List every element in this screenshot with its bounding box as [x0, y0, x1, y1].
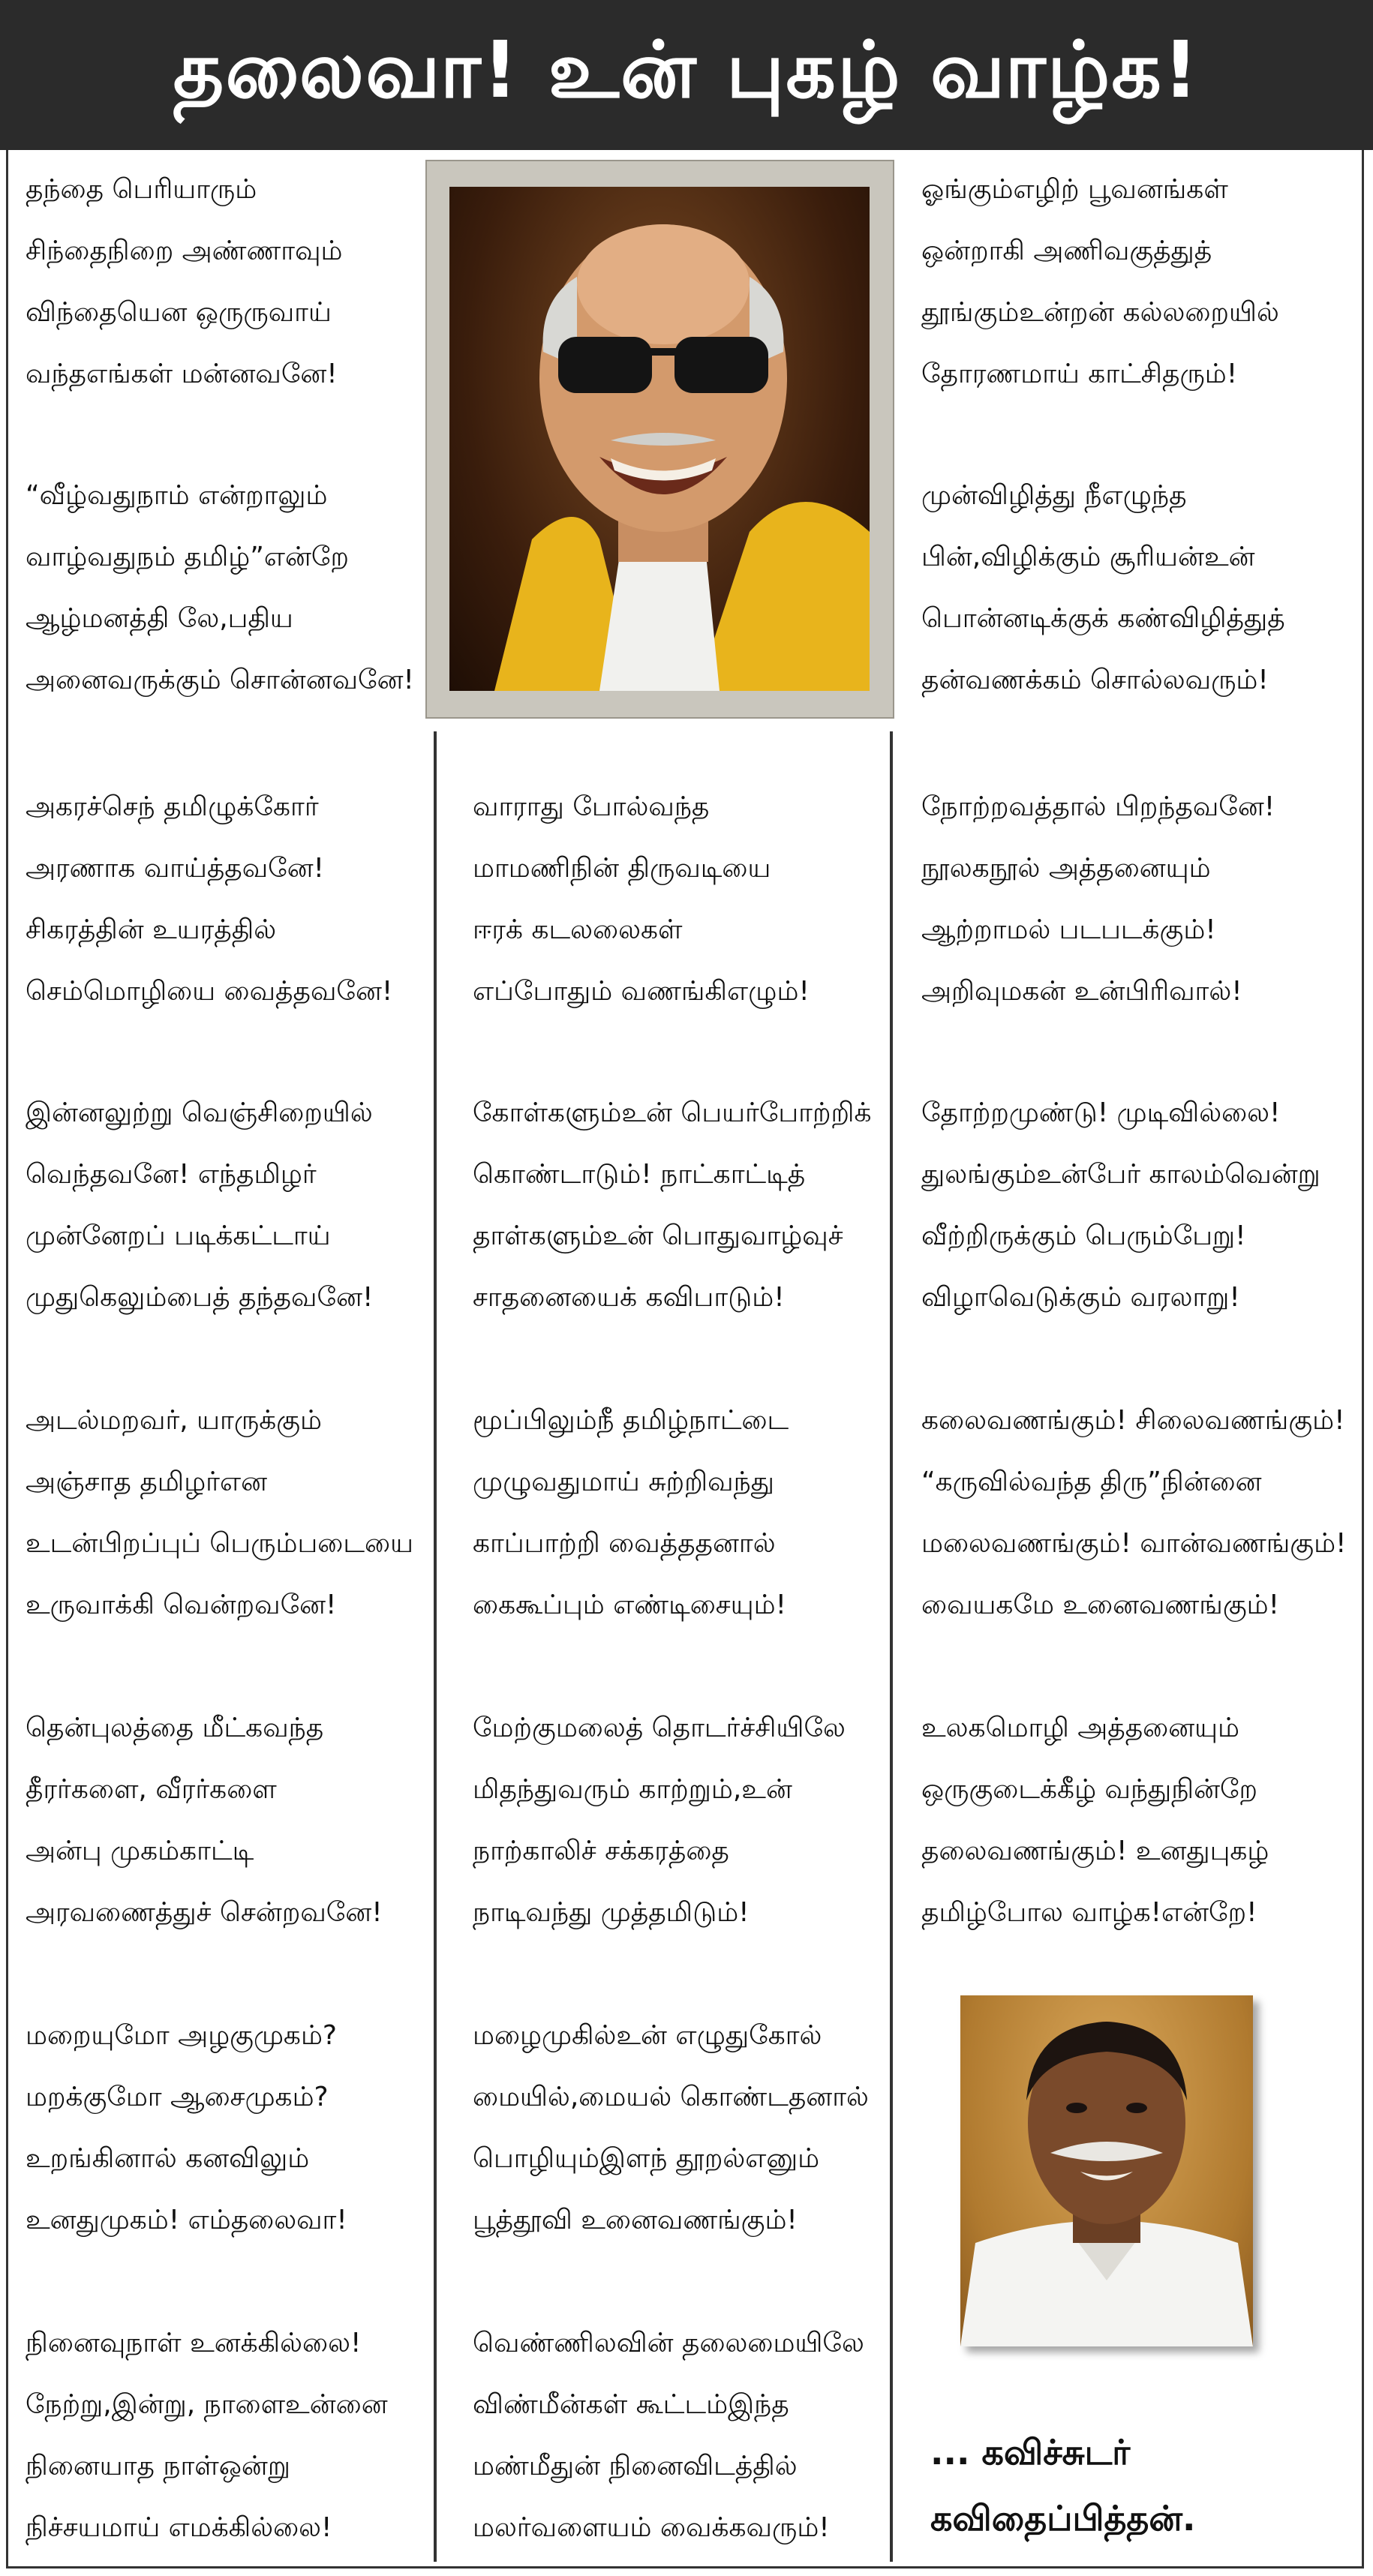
stanza-right-1 [921, 159, 1356, 405]
poem-line: உனதுமுகம்! எம்தலைவா! [26, 2205, 347, 2235]
poem-line: “வீழ்வதுநாம் என்றாலும் [26, 480, 328, 511]
stanza-left-3 [26, 776, 431, 1022]
stanza-left-4 [26, 1082, 431, 1329]
stanza-middle-1 [473, 776, 878, 1022]
poem-line: பொழியும்இளந் தூறல்எனும் [473, 2143, 820, 2174]
signature-line-2: கவிதைப்பித்தன். [930, 2498, 1196, 2538]
stanza-middle-4 [473, 1698, 878, 1944]
poem-line: வாழ்வதுநம் தமிழ்”என்றே [26, 542, 349, 572]
poem-line: “கருவில்வந்த திரு”நின்னை [921, 1467, 1262, 1497]
poem-line: மறையுமோ அழகுமுகம்? [26, 2020, 338, 2051]
poem-line: ஆழ்மனத்தி லே,பதிய [26, 603, 293, 634]
poem-line: முழுவதுமாய் சுற்றிவந்து [473, 1467, 774, 1497]
poem-line: விந்தையென ஒருருவாய் [26, 297, 332, 328]
stanza-left-1 [26, 159, 431, 405]
poem-line: உருவாக்கி வென்றவனே! [26, 1590, 337, 1620]
poem-line: பூத்தூவி உனைவணங்கும்! [473, 2205, 798, 2235]
column-divider-right [890, 731, 893, 2562]
poem-line: அரணாக வாய்த்தவனே! [26, 853, 325, 884]
stanza-left-2 [26, 465, 431, 711]
poem-line: கோள்களும்உன் பெயர்போற்றிக் [473, 1097, 872, 1128]
poem-line: செம்மொழியை வைத்தவனே! [26, 976, 393, 1007]
signature-line-1: ... கவிச்சுடர் [930, 2432, 1131, 2472]
poet-signature [930, 2419, 1350, 2551]
stanza-right-3 [921, 776, 1356, 1022]
poem-line: காப்பாற்றி வைத்ததனால் [473, 1528, 776, 1559]
poem-line: அடல்மறவர், யாருக்கும் [26, 1405, 322, 1436]
poem-line: அனைவருக்கும் சொன்னவனே! [26, 665, 414, 695]
poem-line: அறிவுமகன் உன்பிரிவால்! [921, 976, 1242, 1007]
poem-line: பின்,விழிக்கும் சூரியன்உன் [921, 542, 1255, 572]
poem-line: அஞ்சாத தமிழர்என [26, 1467, 267, 1497]
poem-line: துலங்கும்உன்பேர் காலம்வென்று [921, 1159, 1320, 1190]
poem-line: வையகமே உனைவணங்கும்! [921, 1590, 1279, 1620]
poem-line: சிந்தைநிறை அண்ணாவும் [26, 236, 343, 266]
poem-line: வந்தஎங்கள் மன்னவனே! [26, 359, 338, 389]
poem-line: நாற்காலிச் சக்கரத்தை [473, 1836, 729, 1866]
poem-line: தலைவணங்கும்! உனதுபுகழ் [921, 1836, 1269, 1866]
poem-line: அன்பு முகம்காட்டி [26, 1836, 254, 1866]
poem-line: வாராது போல்வந்த [473, 791, 710, 822]
poem-line: அரவணைத்துச் சென்றவனே! [26, 1897, 383, 1928]
poem-line: கைகூப்பும் எண்டிசையும்! [473, 1590, 787, 1620]
poem-line: தமிழ்போல வாழ்க!என்றே! [921, 1897, 1257, 1928]
poem-line: மலர்வளையம் வைக்கவரும்! [473, 2512, 830, 2543]
poem-line: ஒன்றாகி அணிவகுத்துத் [921, 236, 1212, 266]
poem-line: மாமணிநின் திருவடியை [473, 853, 771, 884]
leader-photo-frame [425, 160, 894, 719]
poem-line: மறக்குமோ ஆசைமுகம்? [26, 2082, 329, 2112]
poem-line: மலைவணங்கும்! வான்வணங்கும்! [921, 1528, 1347, 1559]
stanza-left-6 [26, 1698, 431, 1944]
stanza-middle-3 [473, 1390, 878, 1636]
stanza-right-5 [921, 1390, 1356, 1636]
poem-line: தோரணமாய் காட்சிதரும்! [921, 359, 1238, 389]
poem-line: கலைவணங்கும்! சிலைவணங்கும்! [921, 1405, 1345, 1436]
poem-line: வெண்ணிலவின் தலைமையிலே [473, 2328, 864, 2358]
poem-line: நோற்றவத்தால் பிறந்தவனே! [921, 791, 1275, 822]
poem-line: உறங்கினால் கனவிலும் [26, 2143, 310, 2174]
poem-line: வெந்தவனே! எந்தமிழர் [26, 1159, 317, 1190]
page-title: தலைவா! உன் புகழ் வாழ்க! [173, 24, 1200, 116]
leader-portrait [449, 187, 870, 691]
poem-line: மிதந்துவரும் காற்றும்,உன் [473, 1774, 792, 1805]
stanza-middle-2 [473, 1082, 878, 1329]
poem-line: தன்வணக்கம் சொல்லவரும்! [921, 665, 1269, 695]
poem-line: முன்னேறப் படிக்கட்டாய் [26, 1220, 331, 1251]
poem-line: நாடிவந்து முத்தமிடும்! [473, 1897, 750, 1928]
poem-line: இன்னலுற்று வெஞ்சிறையில் [26, 1097, 373, 1128]
poem-line: முதுகெலும்பைத் தந்தவனே! [26, 1282, 374, 1313]
poet-portrait-drawing [960, 1995, 1253, 2346]
poem-line: அகரச்செந் தமிழுக்கோர் [26, 791, 319, 822]
poem-line: உலகமொழி அத்தனையும் [921, 1713, 1239, 1743]
poem-line: சாதனையைக் கவிபாடும்! [473, 1282, 785, 1313]
stanza-middle-5 [473, 2005, 878, 2251]
stanza-left-5 [26, 1390, 431, 1636]
poem-line: ஒருகுடைக்கீழ் வந்துநின்றே [921, 1774, 1258, 1805]
poem-line: மூப்பிலும்நீ தமிழ்நாட்டை [473, 1405, 789, 1436]
poem-line: ஆற்றாமல் படபடக்கும்! [921, 914, 1216, 945]
poem-line: வீற்றிருக்கும் பெரும்பேறு! [921, 1220, 1246, 1251]
poem-line: விண்மீன்கள் கூட்டம்இந்த [473, 2389, 789, 2420]
poem-line: தென்புலத்தை மீட்கவந்த [26, 1713, 324, 1743]
poem-line: நேற்று,இன்று, நாளைஉன்னை [26, 2389, 388, 2420]
poem-line: தந்தை பெரியாரும் [26, 174, 257, 205]
poet-portrait [960, 1995, 1253, 2346]
poem-line: நூலகநூல் அத்தனையும் [921, 853, 1211, 884]
stanza-left-8 [26, 2313, 431, 2559]
poem-line: மேற்குமலைத் தொடர்ச்சியிலே [473, 1713, 846, 1743]
poem-line: தீரர்களை, வீரர்களை [26, 1774, 277, 1805]
stanza-middle-6 [473, 2313, 878, 2559]
poem-line: தூங்கும்உன்றன் கல்லறையில் [921, 297, 1279, 328]
poem-line: மண்மீதுன் நினைவிடத்தில் [473, 2451, 798, 2481]
poem-line: முன்விழித்து நீஎழுந்த [921, 480, 1187, 511]
poem-line: விழாவெடுக்கும் வரலாறு! [921, 1282, 1240, 1313]
poem-line: கொண்டாடும்! நாட்காட்டித் [473, 1159, 806, 1190]
poem-line: உடன்பிறப்புப் பெரும்படையை [26, 1528, 413, 1559]
poem-line: நிச்சயமாய் எமக்கில்லை! [26, 2512, 332, 2543]
stanza-right-2 [921, 465, 1356, 711]
poem-line: ஈரக் கடலலைகள் [473, 914, 683, 945]
poem-line: ஓங்கும்எழிற் பூவனங்கள் [921, 174, 1228, 205]
poem-line: சிகரத்தின் உயரத்தில் [26, 914, 277, 945]
poem-line: தாள்களும்உன் பொதுவாழ்வுச் [473, 1220, 843, 1251]
column-divider-left [434, 731, 437, 2562]
stanza-left-7 [26, 2005, 431, 2251]
poem-line: எப்போதும் வணங்கிஎழும்! [473, 976, 810, 1007]
poem-line: பொன்னடிக்குக் கண்விழித்துத் [921, 603, 1285, 634]
poem-line: தோற்றமுண்டு! முடிவில்லை! [921, 1097, 1281, 1128]
leader-portrait-drawing [449, 187, 870, 691]
poem-line: மழைமுகில்உன் எழுதுகோல் [473, 2020, 822, 2051]
stanza-right-6 [921, 1698, 1356, 1944]
poem-line: மையில்,மையல் கொண்டதனால் [473, 2082, 869, 2112]
poem-line: நினைவுநாள் உனக்கில்லை! [26, 2328, 362, 2358]
stanza-right-4 [921, 1082, 1356, 1329]
poem-line: நினையாத நாள்ஒன்று [26, 2451, 290, 2481]
